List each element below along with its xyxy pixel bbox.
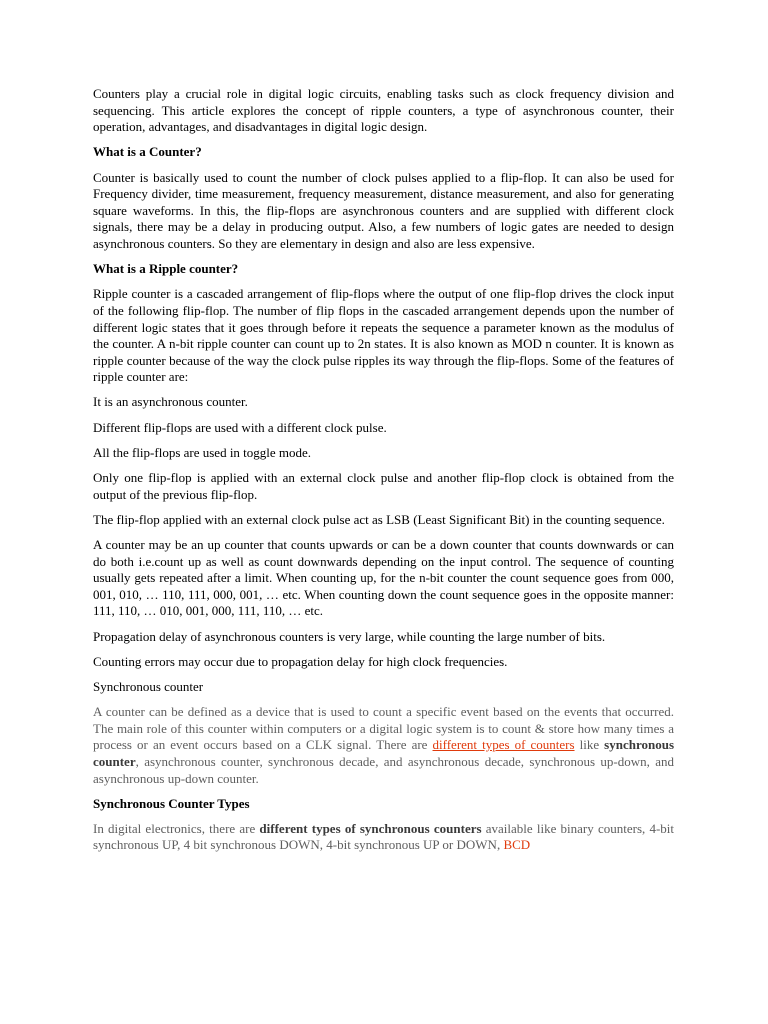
intro-paragraph: Counters play a crucial role in digital logic circuits, enabling tasks such as clock frequency division and sequencing. This article explores the concept of ripple counters, a type of asynchronous counter, their operation, advantages, and disadvantages in digital logic design. xyxy=(93,86,674,135)
ripple-paragraph: Ripple counter is a cascaded arrangement of flip-flops where the output of one flip-flop drives the clock input of the following flip-flop. The number of flip flops in the cascaded arrangement depends upon the number of different logic states that it goes through before it repeats the sequence a parameter known as the modulus of the counter. A n-bit ripple counter can count up to 2n states. It is also known as MOD n counter. It is known as ripple counter because of the way the clock pulse ripples its way through the flip-flops. Some of the features of ripple counter are: xyxy=(93,286,674,385)
definition-text-start: A counter can be defined as a device that is used to count a specific event based on the events that occurred. The main role of this counter within computers or a digital logic system is to count & store how many times a process or an event occurs based on a CLK signal. There are xyxy=(93,704,674,753)
propagation-delay-paragraph: Propagation delay of asynchronous counters is very large, while counting the large number of bits. xyxy=(93,628,606,644)
feature-external-clock: Only one flip-flop is applied with an external clock pulse and another flip-flop clock is obtained from the output of the previous flip-flop. xyxy=(93,470,674,502)
synchronous-types-paragraph xyxy=(93,821,674,854)
counter-types-link[interactable]: different types of counters xyxy=(432,737,575,753)
definition-text-end: , asynchronous counter, synchronous decade, and asynchronous decade, synchronous up-down, and asynchronous up-down counter. xyxy=(93,753,674,786)
counter-definition-paragraph xyxy=(93,704,674,787)
feature-clock-pulse: Different flip-flops are used with a different clock pulse. xyxy=(93,419,387,435)
types-text-start: In digital electronics, there are xyxy=(93,820,260,836)
synchronous-counter-bold: synchronous counter xyxy=(93,737,674,769)
definition-text-like: like xyxy=(574,737,605,753)
synchronous-types-bold: different types of synchronous counters xyxy=(259,820,482,836)
feature-lsb: The flip-flop applied with an external clock pulse act as LSB (Least Significant Bit) in the counting sequence. xyxy=(93,511,665,527)
feature-asynchronous: It is an asynchronous counter. xyxy=(93,394,248,410)
counting-errors-paragraph: Counting errors may occur due to propagation delay for high clock frequencies. xyxy=(93,653,508,669)
counter-paragraph: Counter is basically used to count the number of clock pulses applied to a flip-flop. It can also be used for Frequency divider, time measurement, frequency measurement, distance measurement, and also for generating square waveforms. In this, the flip-flops are asynchronous counters and are supplied with different clock signals, there may be a delay in producing output. Also, a few numbers of logic gates are needed to design asynchronous counters. So they are elementary in design and also are less expensive. xyxy=(93,169,674,251)
bcd-text: BCD xyxy=(503,837,531,853)
heading-ripple-counter: What is a Ripple counter? xyxy=(93,261,239,277)
heading-synchronous-types: Synchronous Counter Types xyxy=(93,795,250,811)
types-text-mid: available like binary counters, 4-bit synchronous UP, 4 bit synchronous DOWN, 4-bit synchronous UP or DOWN, xyxy=(93,820,674,853)
up-down-paragraph: A counter may be an up counter that counts upwards or can be a down counter that counts downwards or can do both i.e.count up as well as count downwards depending on the input control. The sequence of counting usually gets repeated after a limit. When counting up, for the n-bit counter the count sequence goes from 000, 001, 010, … 110, 111, 000, 001, … etc. When counting down the count sequence goes in the opposite manner: 111, 110, … 010, 001, 000, 111, 110, … etc. xyxy=(93,537,674,619)
synchronous-counter-label: Synchronous counter xyxy=(93,678,204,694)
heading-what-is-counter: What is a Counter? xyxy=(93,144,202,160)
feature-toggle-mode: All the flip-flops are used in toggle mode. xyxy=(93,444,312,460)
